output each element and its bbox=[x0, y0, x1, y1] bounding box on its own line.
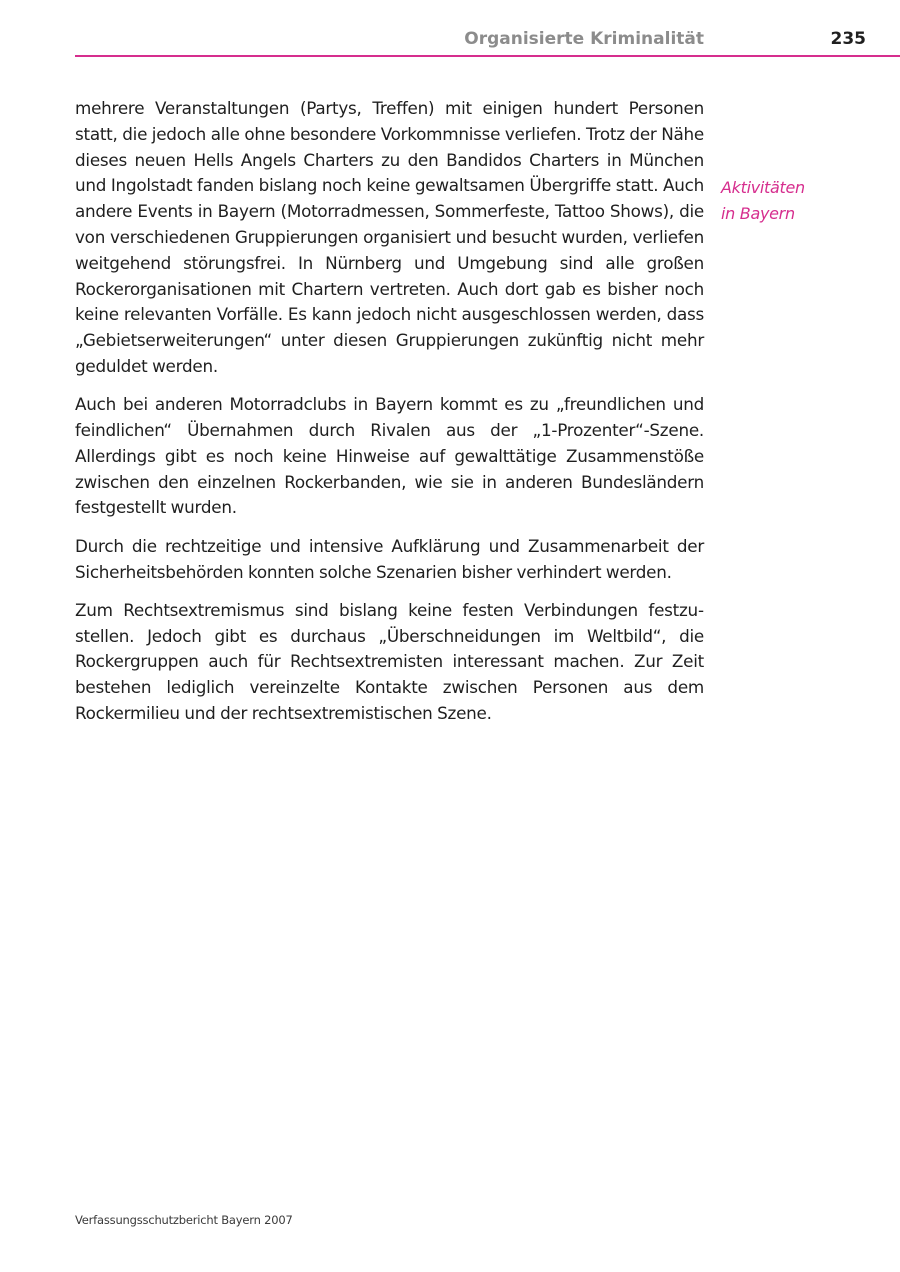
running-header-title: Organisierte Kriminalität bbox=[464, 29, 704, 49]
page-number: 235 bbox=[830, 29, 866, 49]
header-rule bbox=[75, 55, 900, 57]
margin-note-line: Aktivitäten bbox=[721, 178, 805, 197]
paragraph: Auch bei anderen Motorradclubs in Bayern kommt es zu „freundlichen und feindlichen“ Übernahmen durch Rivalen aus der „1-Prozenter“-Szene. Allerdings gibt es noch keine Hinweise auf gewalttätige Zusammenstöße zwischen den einzelnen Rockerbanden, wie sie in anderen Bundesländern festgestellt wurden. bbox=[75, 394, 704, 518]
page-footer: Verfassungsschutzbericht Bayern 2007 bbox=[75, 1213, 293, 1227]
paragraph: mehrere Veranstaltungen (Partys, Treffen) mit einigen hundert Personen statt, die jedoch alle ohne besondere Vorkommnisse verliefen. Trotz der Nähe dieses neuen Hells Angels Charters zu den Bandidos Charters in München und Ingolstadt fanden bislang noch keine gewaltsamen Übergriffe statt. Auch andere Events in Bayern (Motorradmessen, Sommerfeste, Tattoo Shows), die von verschiedenen Gruppierungen organisiert und besucht wurden, verliefen weitgehend störungsfrei. In Nürnberg und Umgebung sind alle großen Rockerorganisationen mit Chartern vertreten. Auch dort gab es bisher noch keine relevanten Vorfälle. Es kann jedoch nicht ausgeschlossen werden, dass „Gebietserweiterungen“ unter diesen Gruppierungen zukünftig nicht mehr geduldet werden. bbox=[75, 98, 704, 376]
paragraph: Durch die rechtzeitige und intensive Aufklärung und Zusammenarbeit der Sicherheitsbehörden konnten solche Szenarien bisher verhindert werden. bbox=[75, 535, 704, 582]
paragraph: Zum Rechtsextremismus sind bislang keine festen Verbindungen festzustellen. Jedoch gibt es durchaus „Überschneidungen im Weltbild“, die Rockergruppen auch für Rechtsextremisten interessant machen. Zur Zeit bestehen lediglich vereinzelte Kontakte zwischen Personen aus dem Rockermilieu und der rechtsextremistischen Szene. bbox=[75, 599, 704, 724]
margin-note bbox=[721, 175, 891, 227]
margin-note-line: in Bayern bbox=[721, 203, 795, 223]
body-text bbox=[75, 96, 704, 739]
